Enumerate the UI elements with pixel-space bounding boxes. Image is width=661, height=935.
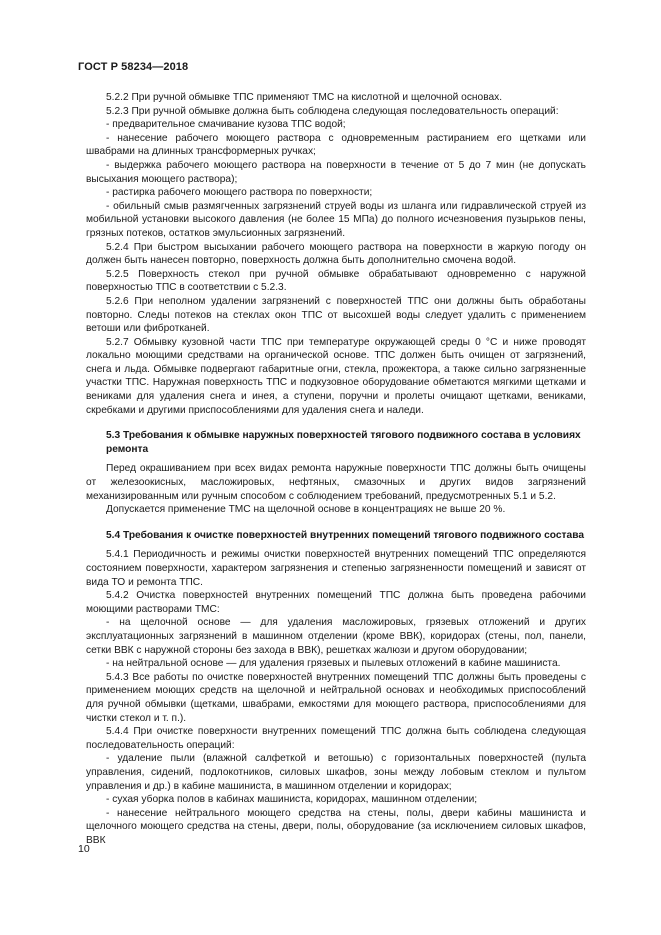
paragraph: - на нейтральной основе — для удаления грязевых и пылевых отложений в кабине машиниста. (106, 658, 561, 670)
paragraph: - нанесение нейтрального моющего средства на стены, полы, двери кабины машиниста и щелочного моющего средства на стены, двери, полы, оборудование (за исключением силовых шкафов, ВВК (86, 807, 586, 846)
paragraph: 5.2.6 При неполном удалении загрязнений с поверхностей ТПС они должны быть обработаны повторно. Следы потеков на стеклах окон ТПС от высохшей воды следует удалить с применением ветоши или фибротканей. (86, 295, 586, 335)
paragraph: 5.4.2 Очистка поверхностей внутренних помещений ТПС должна быть проведена рабочими моющими растворами ТМС: (86, 590, 586, 615)
paragraph: 5.2.4 При быстром высыхании рабочего моющего раствора на поверхности в жаркую погоду он должен быть нанесен повторно, поверхность должна быть дополнительно смочена водой. (86, 241, 586, 267)
paragraph: 5.2.7 Обмывку кузовной части ТПС при температуре окружающей среды 0 °С и ниже проводят локально моющими средствами на органической основе. ТПС должен быть очищен от загрязнений, снега и льда. Обмывке подвергают габаритные огни, стекла, прожектора, а также сильно загрязненные участки ТПС. Наружная поверхность ТПС и подкузовное оборудование обметаются мягкими щетками и вениками для удаления снега и инея, а ступени, поручни и пролеты очищают щетками, вениками, скребками и другими приспособлениями для удаления снега и наледи. (86, 336, 586, 416)
paragraph: Допускается применение ТМС на щелочной основе в концентрациях не выше 20 %. (106, 504, 506, 516)
paragraph: Перед окрашиванием при всех видах ремонта наружные поверхности ТПС должны быть очищены от железоокисных, масложировых, нефтяных, смазочных и других видов загрязнений механизированным или ручным способом с соблюдением требований, предусмотренных 5.1 и 5.2. (86, 463, 586, 502)
paragraph: - обильный смыв размягченных загрязнений струей воды из шланга или гидравлической струей из мобильной установки высокого давления (не более 15 МПа) до полного исчезновения пузырьков пены, грязных потеков, остатков эмульсионных загрязнений. (86, 200, 586, 239)
document-header: ГОСТ Р 58234—2018 (78, 61, 189, 73)
paragraph: 5.2.2 При ручной обмывке ТПС применяют ТМС на кислотной и щелочной основах. (106, 92, 503, 103)
section-heading: 5.4 Требования к очистке поверхностей внутренних помещений тягового подвижного состава (106, 529, 584, 541)
paragraph: - предварительное смачивание кузова ТПС водой; (106, 119, 346, 131)
page-number: 10 (78, 843, 90, 855)
paragraph: - выдержка рабочего моющего раствора на поверхности в течение от 5 до 7 мин (не допускать высыхания моющего раствора); (86, 159, 586, 185)
paragraph: - растирка рабочего моющего раствора по поверхности; (106, 187, 373, 199)
document-body (86, 91, 586, 847)
paragraph: 5.2.3 При ручной обмывке должна быть соблюдена следующая последовательность операций: (106, 105, 559, 117)
paragraph: 5.4.3 Все работы по очистке поверхностей внутренних помещений ТПС должны быть проведены с применением моющих средств на щелочной и нейтральной основах и необходимых приспособлений для ручной обмывки (щетками, швабрами, емкостями для моющего раствора, приспособлениями для чистки стекол и т. п.). (86, 671, 586, 724)
paragraph: - удаление пыли (влажной салфеткой и ветошью) с горизонтальных поверхностей (пульта управления, сидений, подлокотников, силовых шкафов, зоны между лобовым стеклом и пультом управления и др.) в кабине машиниста, в машинном отделении и коридорах; (86, 753, 586, 792)
paragraph: 5.4.4 При очистке поверхности внутренних помещений ТПС должна быть соблюдена следующая последовательность операций: (86, 726, 586, 751)
paragraph: 5.4.1 Периодичность и режимы очистки поверхностей внутренних помещений ТПС определяются состоянием поверхности, характером загрязнения и степенью загрязненности помещений и зависят от вида ТО и ремонта ТПС. (86, 549, 586, 588)
paragraph: 5.2.5 Поверхность стекол при ручной обмывке обрабатывают одновременно с наружной поверхностью ТПС в соответствии с 5.2.3. (86, 268, 586, 294)
section-heading: 5.3 Требования к обмывке наружных поверхностей тягового подвижного состава в условиях ремонта (106, 430, 581, 455)
paragraph: - на щелочной основе — для удаления масложировых, грязевых отложений и других эксплуатационных загрязнений в машинном отделении (кроме ВВК), коридорах (стены, пол, панели, сетки ВВК с наружной стороны без захода в ВВК), решетках жалюзи и другом оборудовании; (86, 617, 586, 656)
paragraph: - нанесение рабочего моющего раствора с одновременным растиранием его щетками или швабрами на длинных трансформерных ручках; (86, 132, 586, 158)
paragraph: - сухая уборка полов в кабинах машиниста, коридорах, машинном отделении; (106, 794, 478, 806)
